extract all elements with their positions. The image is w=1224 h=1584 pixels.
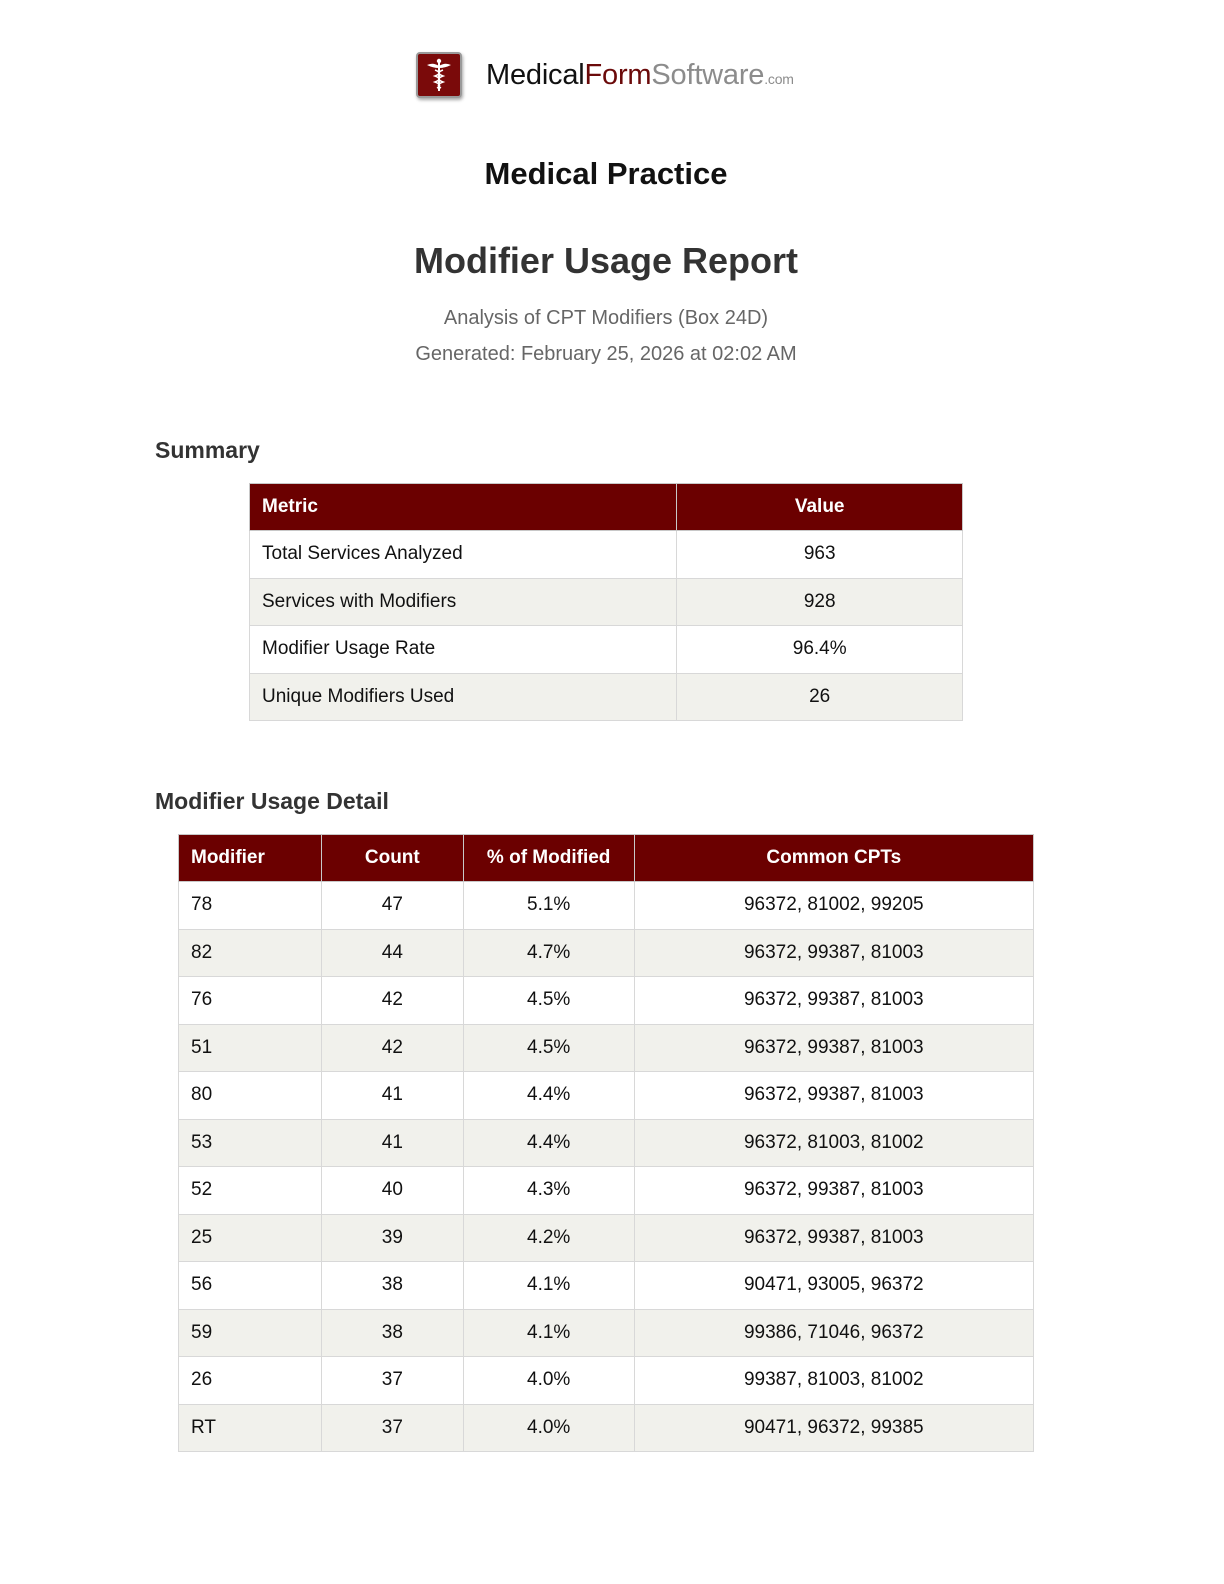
detail-row bbox=[179, 1167, 1034, 1215]
count-cell: 39 bbox=[321, 1214, 463, 1262]
value-cell: 963 bbox=[677, 531, 963, 579]
brand-part-software: Software bbox=[651, 58, 765, 91]
value-cell: 928 bbox=[677, 578, 963, 626]
percent-cell: 5.1% bbox=[463, 882, 634, 930]
detail-row bbox=[179, 1404, 1034, 1452]
cpts-cell: 96372, 99387, 81003 bbox=[634, 1214, 1033, 1262]
modifier-detail-table bbox=[178, 834, 1034, 1452]
brand-part-form: Form bbox=[584, 58, 652, 91]
detail-row bbox=[179, 1357, 1034, 1405]
cpts-cell: 96372, 99387, 81003 bbox=[634, 1167, 1033, 1215]
modifier-cell: 51 bbox=[179, 1024, 322, 1072]
count-cell: 44 bbox=[321, 929, 463, 977]
modifier-cell: 82 bbox=[179, 929, 322, 977]
report-title: Modifier Usage Report bbox=[413, 240, 799, 281]
brand-logo bbox=[416, 52, 794, 98]
summary-header-row bbox=[250, 484, 963, 531]
cpts-cell: 99386, 71046, 96372 bbox=[634, 1309, 1033, 1357]
summary-table bbox=[249, 483, 963, 721]
cpts-cell: 99387, 81003, 81002 bbox=[634, 1357, 1033, 1405]
percent-cell: 4.4% bbox=[463, 1119, 634, 1167]
detail-row bbox=[179, 1214, 1034, 1262]
count-cell: 37 bbox=[321, 1357, 463, 1405]
cpts-cell: 96372, 81002, 99205 bbox=[634, 882, 1033, 930]
modifier-cell: 25 bbox=[179, 1214, 322, 1262]
column-header-count: Count bbox=[321, 835, 463, 882]
cpts-cell: 96372, 99387, 81003 bbox=[634, 1024, 1033, 1072]
modifier-cell: 78 bbox=[179, 882, 322, 930]
percent-cell: 4.0% bbox=[463, 1357, 634, 1405]
brand-part-com: .com bbox=[764, 70, 794, 87]
modifier-cell: 53 bbox=[179, 1119, 322, 1167]
detail-heading: Modifier Usage Detail bbox=[155, 788, 389, 814]
cpts-cell: 96372, 99387, 81003 bbox=[634, 1072, 1033, 1120]
detail-row bbox=[179, 1309, 1034, 1357]
percent-cell: 4.5% bbox=[463, 977, 634, 1025]
summary-row bbox=[250, 626, 963, 674]
detail-row bbox=[179, 882, 1034, 930]
count-cell: 47 bbox=[321, 882, 463, 930]
percent-cell: 4.1% bbox=[463, 1309, 634, 1357]
detail-row bbox=[179, 929, 1034, 977]
column-header-value: Value bbox=[677, 484, 963, 531]
caduceus-icon bbox=[416, 52, 462, 98]
brand-wordmark bbox=[486, 59, 794, 92]
detail-row bbox=[179, 1262, 1034, 1310]
summary-row bbox=[250, 531, 963, 579]
cpts-cell: 90471, 96372, 99385 bbox=[634, 1404, 1033, 1452]
detail-row bbox=[179, 1024, 1034, 1072]
count-cell: 38 bbox=[321, 1262, 463, 1310]
percent-cell: 4.5% bbox=[463, 1024, 634, 1072]
modifier-cell: 26 bbox=[179, 1357, 322, 1405]
percent-cell: 4.7% bbox=[463, 929, 634, 977]
value-cell: 26 bbox=[677, 673, 963, 721]
cpts-cell: 90471, 93005, 96372 bbox=[634, 1262, 1033, 1310]
detail-header-row bbox=[179, 835, 1034, 882]
count-cell: 41 bbox=[321, 1072, 463, 1120]
count-cell: 41 bbox=[321, 1119, 463, 1167]
practice-name: Medical Practice bbox=[484, 156, 728, 191]
column-header-metric: Metric bbox=[250, 484, 677, 531]
detail-row bbox=[179, 977, 1034, 1025]
count-cell: 42 bbox=[321, 977, 463, 1025]
count-cell: 42 bbox=[321, 1024, 463, 1072]
count-cell: 38 bbox=[321, 1309, 463, 1357]
modifier-cell: 76 bbox=[179, 977, 322, 1025]
brand-part-medical: Medical bbox=[486, 58, 585, 91]
summary-row bbox=[250, 578, 963, 626]
report-subtitle: Analysis of CPT Modifiers (Box 24D) bbox=[443, 307, 769, 329]
percent-cell: 4.3% bbox=[463, 1167, 634, 1215]
generated-timestamp: Generated: February 25, 2026 at 02:02 AM bbox=[415, 343, 797, 365]
percent-cell: 4.4% bbox=[463, 1072, 634, 1120]
cpts-cell: 96372, 99387, 81003 bbox=[634, 977, 1033, 1025]
cpts-cell: 96372, 81003, 81002 bbox=[634, 1119, 1033, 1167]
modifier-cell: 52 bbox=[179, 1167, 322, 1215]
summary-row bbox=[250, 673, 963, 721]
percent-cell: 4.1% bbox=[463, 1262, 634, 1310]
column-header-cpts: Common CPTs bbox=[634, 835, 1033, 882]
count-cell: 37 bbox=[321, 1404, 463, 1452]
modifier-cell: 56 bbox=[179, 1262, 322, 1310]
metric-cell: Total Services Analyzed bbox=[250, 531, 677, 579]
detail-row bbox=[179, 1119, 1034, 1167]
modifier-cell: 80 bbox=[179, 1072, 322, 1120]
modifier-cell: RT bbox=[179, 1404, 322, 1452]
column-header-percent: % of Modified bbox=[463, 835, 634, 882]
metric-cell: Unique Modifiers Used bbox=[250, 673, 677, 721]
count-cell: 40 bbox=[321, 1167, 463, 1215]
metric-cell: Services with Modifiers bbox=[250, 578, 677, 626]
cpts-cell: 96372, 99387, 81003 bbox=[634, 929, 1033, 977]
column-header-modifier: Modifier bbox=[179, 835, 322, 882]
percent-cell: 4.0% bbox=[463, 1404, 634, 1452]
modifier-cell: 59 bbox=[179, 1309, 322, 1357]
metric-cell: Modifier Usage Rate bbox=[250, 626, 677, 674]
value-cell: 96.4% bbox=[677, 626, 963, 674]
detail-row bbox=[179, 1072, 1034, 1120]
summary-heading: Summary bbox=[155, 437, 260, 463]
percent-cell: 4.2% bbox=[463, 1214, 634, 1262]
